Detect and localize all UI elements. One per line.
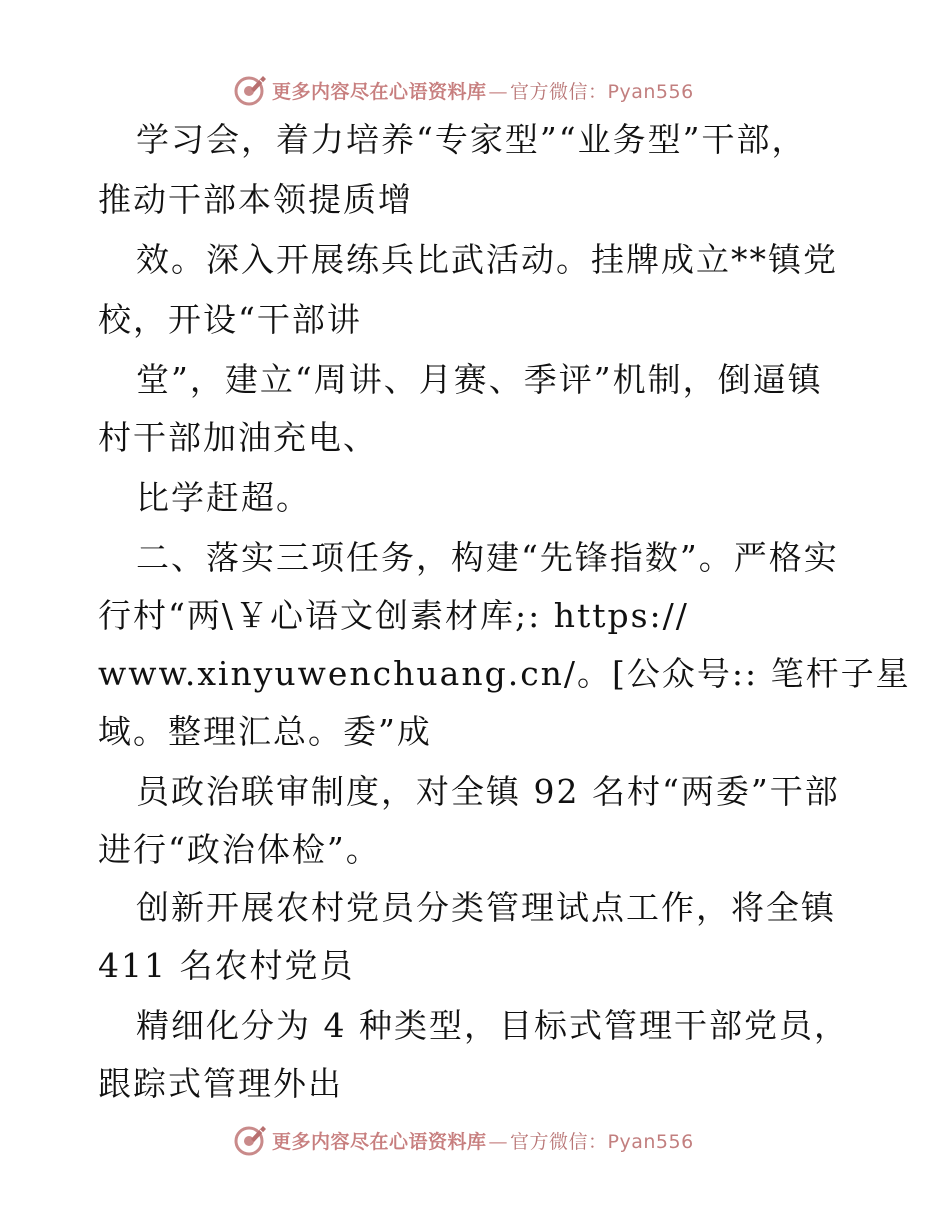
pen-circle-logo-icon <box>232 72 268 108</box>
paragraph-line: 员政治联审制度，对全镇 92 名村“两委”干部 <box>136 772 840 811</box>
banner-official-text: 官方微信： <box>510 80 608 103</box>
banner-dash: — <box>488 1130 509 1153</box>
banner-site-text: 更多内容尽在心语资料库 <box>272 80 487 103</box>
banner-text <box>272 77 694 104</box>
paragraph-line: 创新开展农村党员分类管理试点工作，将全镇 <box>136 888 836 927</box>
paragraph-line: 推动干部本领提质增 <box>98 180 413 219</box>
paragraph-line: 进行“政治体检”。 <box>98 830 381 869</box>
footer-watermark-banner <box>0 1120 950 1160</box>
banner-text <box>272 1127 694 1154</box>
banner-handle: Pyan556 <box>607 80 694 103</box>
paragraph-line: www.xinyuwenchuang.cn/。[公众号:: 笔杆子星 <box>98 654 911 693</box>
banner-site-text: 更多内容尽在心语资料库 <box>272 1130 487 1153</box>
banner-official-text: 官方微信： <box>510 1130 608 1153</box>
paragraph-line: 跟踪式管理外出 <box>98 1064 343 1103</box>
paragraph-line: 学习会，着力培养“专家型”“业务型”干部， <box>136 120 807 159</box>
paragraph-line: 二、落实三项任务，构建“先锋指数”。严格实 <box>136 538 839 577</box>
paragraph-line: 堂”，建立“周讲、月赛、季评”机制，倒逼镇 <box>136 360 823 399</box>
paragraph-line: 村干部加油充电、 <box>98 418 378 457</box>
banner-handle: Pyan556 <box>607 1130 694 1153</box>
paragraph-line: 校，开设“干部讲 <box>98 300 362 339</box>
header-watermark-banner <box>0 70 950 110</box>
banner-dash: — <box>488 80 509 103</box>
paragraph-line: 效。深入开展练兵比武活动。挂牌成立**镇党 <box>136 240 838 279</box>
pen-circle-logo-icon <box>232 1122 268 1158</box>
paragraph-line: 域。整理汇总。委”成 <box>98 712 432 751</box>
paragraph-line: 411 名农村党员 <box>98 946 355 985</box>
paragraph-line: 行村“两\￥心语文创素材库;: https:// <box>98 596 689 635</box>
paragraph-line: 比学赶超。 <box>136 478 311 517</box>
paragraph-line: 精细化分为 4 种类型，目标式管理干部党员， <box>136 1006 849 1045</box>
